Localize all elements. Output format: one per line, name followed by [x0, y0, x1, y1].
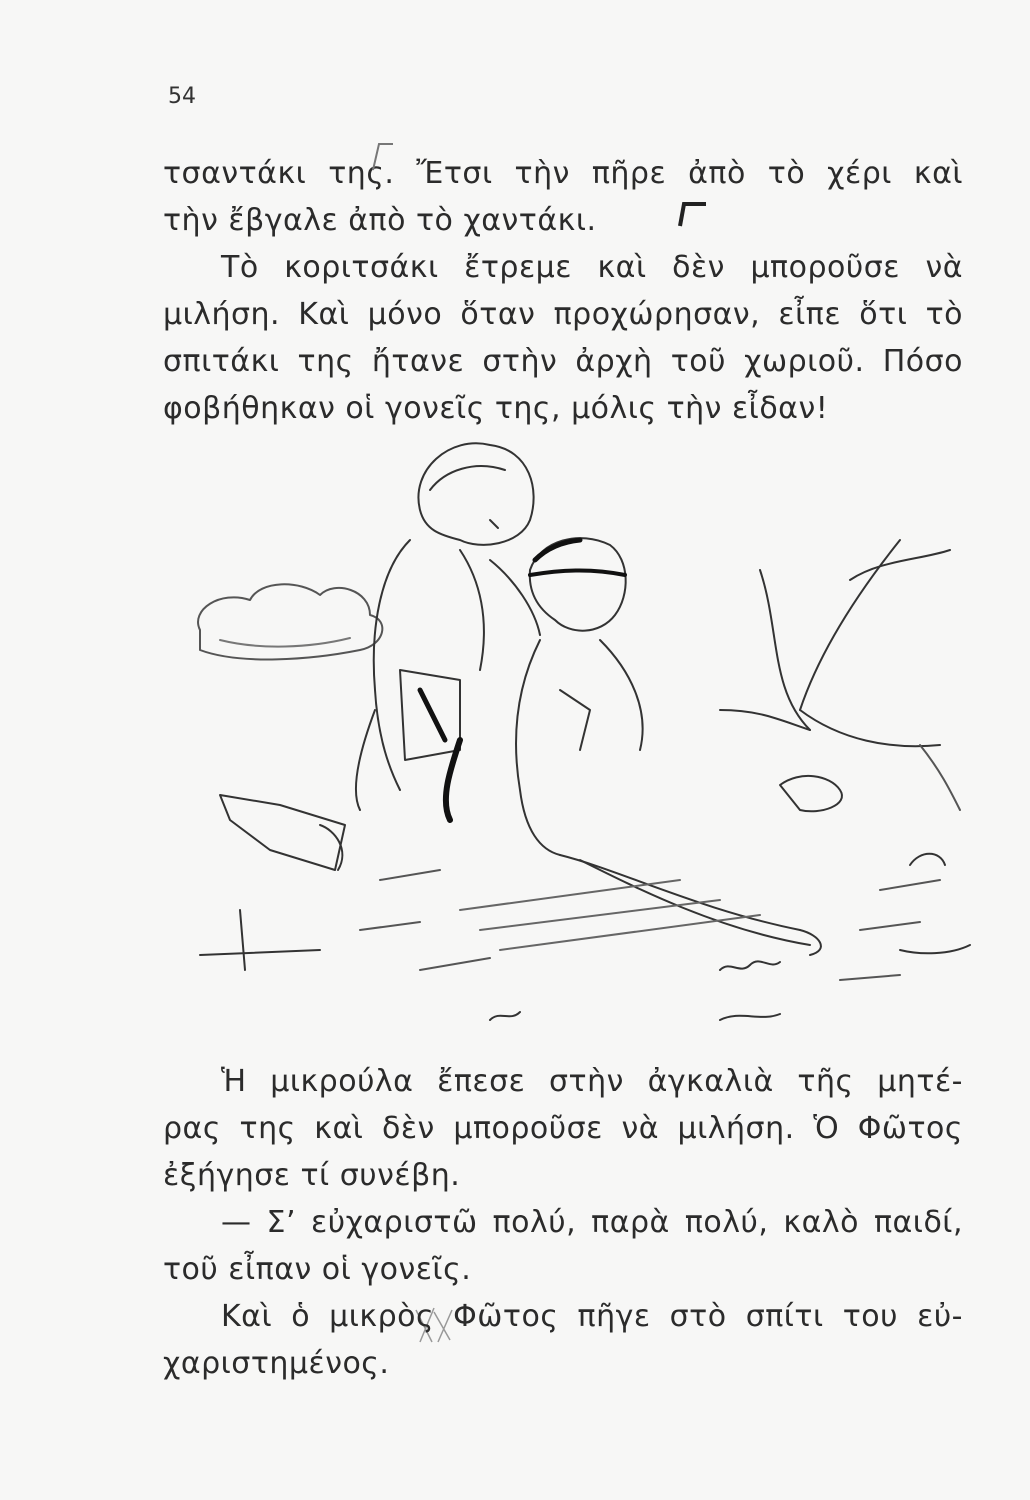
text-line: φοβήθηκαν οἱ γονεῖς της, μόλις τὴν εἶδαν!: [163, 391, 829, 426]
text-line: Καὶ ὁ μικρὸς Φῶτος πῆγε στὸ σπίτι του εὐ-: [221, 1299, 963, 1334]
text-line: ἐξήγησε τί συνέβη.: [163, 1158, 461, 1193]
top-text-block: [163, 150, 963, 432]
text-line: Τὸ κοριτσάκι ἔτρεμε καὶ δὲν μποροῦσε νὰ: [221, 250, 963, 285]
text-line: μιλήση. Καὶ μόνο ὅταν προχώρησαν, εἶπε ὅτι τὸ: [163, 297, 963, 332]
text-line: ρας της καὶ δὲν μποροῦσε νὰ μιλήση. Ὁ Φῶτος: [163, 1111, 963, 1146]
text-line: τοῦ εἶπαν οἱ γονεῖς.: [163, 1252, 472, 1287]
text-line: — Σ’ εὐχαριστῶ πολύ, παρὰ πολύ, καλὸ παιδί,: [221, 1205, 963, 1240]
bottom-text-block: [163, 1058, 963, 1387]
pencil-mark-icon: [672, 200, 712, 230]
page-number: 54: [168, 84, 196, 109]
pencil-mark-icon: [365, 140, 405, 180]
text-line: χαριστημένος.: [163, 1346, 390, 1381]
illustration-boy-helping-girl: [160, 410, 980, 1040]
text-line: τσαντάκι της. Ἔτσι τὴν πῆρε ἀπὸ τὸ χέρι καὶ: [163, 156, 963, 191]
text-line: τὴν ἔβγαλε ἀπὸ τὸ χαντάκι.: [163, 203, 597, 238]
text-line: Ἡ μικρούλα ἔπεσε στὴν ἀγκαλιὰ τῆς μητέ-: [221, 1064, 963, 1099]
text-line: σπιτάκι της ἤτανε στὴν ἀρχὴ τοῦ χωριοῦ. Πόσο: [163, 344, 963, 379]
